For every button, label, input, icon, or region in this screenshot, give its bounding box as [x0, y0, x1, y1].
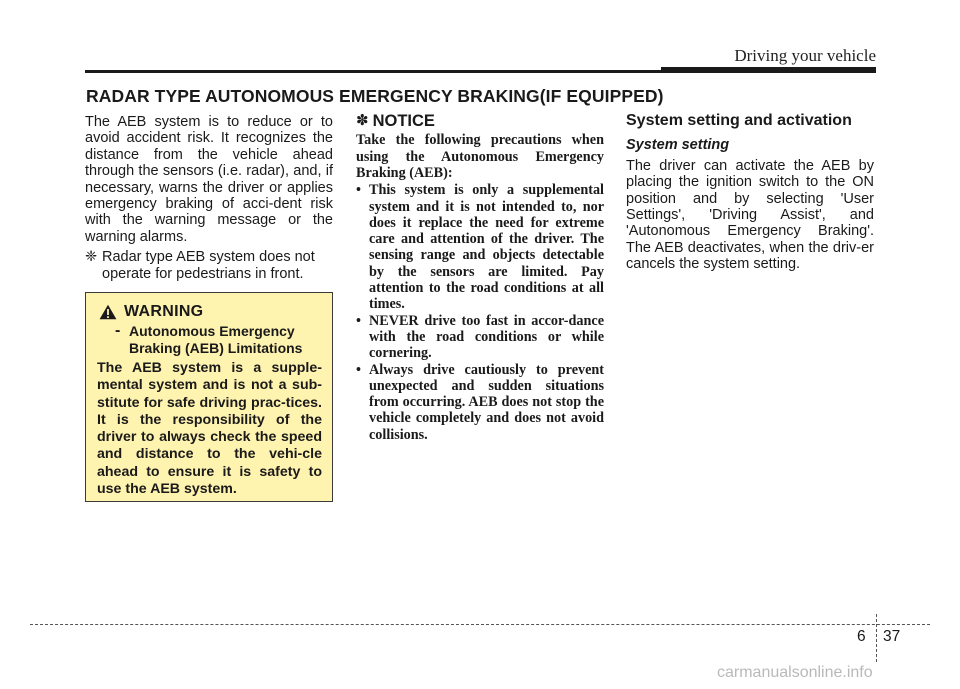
- intro-column: [85, 114, 333, 282]
- system-column: [626, 114, 874, 277]
- bullet-icon: •: [356, 361, 361, 378]
- header-tab: [661, 67, 876, 73]
- notice-bullet: [356, 182, 604, 312]
- warning-subtitle: Autonomous Emergency Braking (AEB) Limitations: [129, 323, 303, 356]
- footer-rule: [30, 624, 930, 625]
- notice-header: [356, 113, 604, 129]
- warning-dash: -: [115, 322, 121, 339]
- warning-title: WARNING: [124, 303, 204, 320]
- intro-note: [85, 249, 333, 282]
- bullet-icon: •: [356, 182, 361, 199]
- notice-bullet-text: This system is only a supplemental system and it is not intended to, nor does it replace the need for extreme care and attention of the driver. The sensing range and objects detectable by the sensors are limited. Pay attention to the road conditions at all times.: [369, 182, 604, 313]
- footer-divider: [876, 614, 877, 662]
- bullet-icon: •: [356, 312, 361, 329]
- page-number: 37: [883, 628, 901, 645]
- notice-bullet: [356, 313, 604, 362]
- note-mark-icon: ❈: [85, 249, 98, 266]
- intro-note-text: Radar type AEB system does not operate for pedestrians in front.: [102, 249, 315, 282]
- system-subheading: System setting: [626, 137, 730, 154]
- intro-paragraph: The AEB system is to reduce or to avoid accident risk. It recognizes the distance from the vehicle ahead through the sensors (i.e. radar), and, if necessary, warns the driver or applies emergency braking of acci-dent risk with the warning message or the warning alarms.: [85, 114, 333, 245]
- system-body: The driver can activate the AEB by placing the ignition switch to the ON position and by selecting 'User Settings', 'Driving Assist', and 'Autonomous Emergency Braking'. The AEB deactivates, when the driv-er cancels the system setting.: [626, 157, 874, 273]
- notice-bullet-text: Always drive cautiously to prevent unexpected and sudden situations from occurring. AEB does not stop the vehicle completely and does not avoid collisions.: [369, 361, 604, 443]
- watermark-text: carmanualsonline.info: [717, 664, 873, 681]
- warning-body: The AEB system is a supple-mental system and is not a sub-stitute for safe driving prac-tices. It is the responsibility of the driver to always check the speed and distance to the vehi-cle ahead to ensure it is safety to use the AEB system.: [97, 360, 322, 498]
- notice-bullet-text: NEVER drive too fast in accor-dance with the road conditions or while cornering.: [369, 312, 604, 362]
- chapter-number: 6: [857, 628, 866, 645]
- warning-triangle-icon: [99, 304, 117, 320]
- warning-header: [97, 303, 322, 321]
- warning-box: [85, 292, 333, 502]
- warning-subtitle-row: [97, 323, 322, 356]
- notice-intro: Take the following precautions when using the Autonomous Emergency Braking (AEB):: [356, 132, 604, 181]
- section-header-title: Driving your vehicle: [734, 46, 876, 65]
- notice-title: NOTICE: [372, 112, 435, 130]
- notice-column: [356, 114, 604, 443]
- page-title: RADAR TYPE AUTONOMOUS EMERGENCY BRAKING(IF EQUIPPED): [86, 86, 664, 106]
- notice-bullet: [356, 362, 604, 443]
- system-heading: System setting and activation: [626, 112, 852, 129]
- notice-mark-icon: ✽: [356, 112, 369, 129]
